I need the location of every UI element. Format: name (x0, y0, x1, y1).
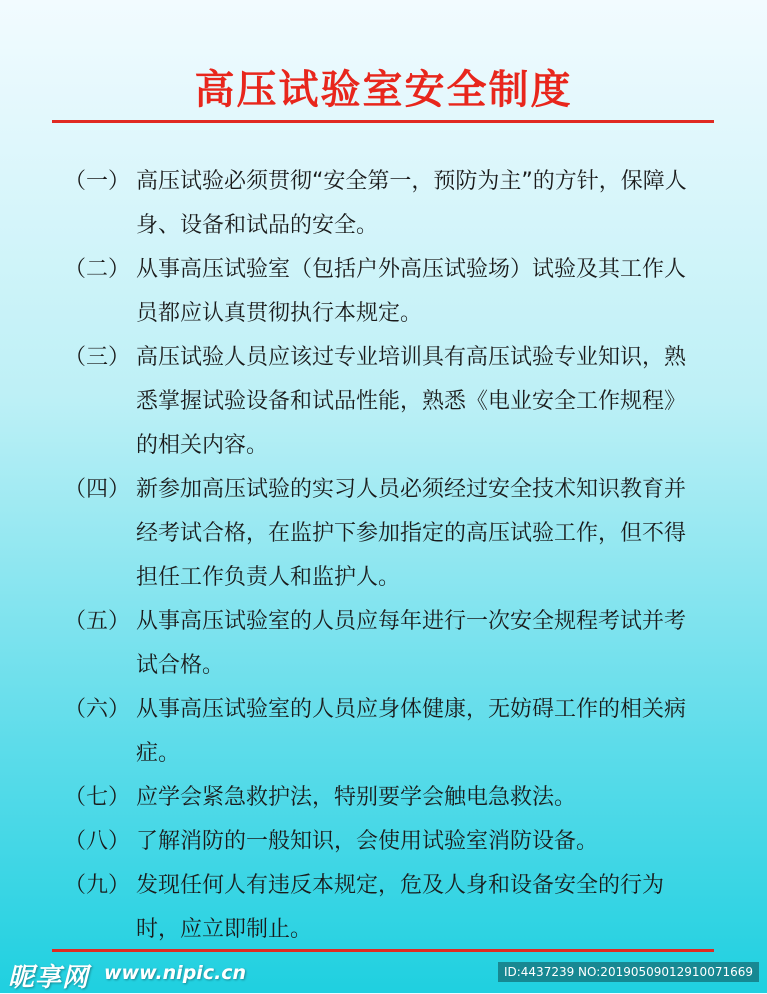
page-title: 高压试验室安全制度 (194, 67, 573, 113)
rule-item (64, 864, 704, 952)
rule-text: 从事高压试验室的人员应每年进行一次安全规程考试并考试合格。 (136, 609, 687, 678)
rule-number: （八） (64, 829, 131, 854)
rule-item (64, 820, 704, 864)
rule-text: 从事高压试验室的人员应身体健康，无妨碍工作的相关病症。 (136, 697, 687, 766)
rule-number: （二） (64, 257, 131, 282)
rule-item (64, 248, 704, 336)
rule-item (64, 776, 704, 820)
rule-text: 了解消防的一般知识，会使用试验室消防设备。 (136, 829, 599, 854)
bottom-divider (52, 949, 714, 952)
rule-text: 从事高压试验室（包括户外高压试验场）试验及其工作人员都应认真贯彻执行本规定。 (136, 257, 687, 326)
rule-text: 应学会紧急救护法，特别要学会触电急救法。 (136, 785, 577, 810)
rule-text: 高压试验人员应该过专业培训具有高压试验专业知识，熟悉掌握试验设备和试品性能，熟悉《电业安全工作规程》的相关内容。 (136, 345, 687, 458)
watermark-logo: 昵享网 (8, 963, 90, 993)
rule-number: （一） (64, 169, 131, 194)
watermark-id: ID:4437239 NO:20190509012910071669 (498, 962, 759, 982)
top-divider (52, 120, 714, 123)
rule-number: （七） (64, 785, 131, 810)
rule-item (64, 160, 704, 248)
rule-number: （三） (64, 345, 131, 370)
rule-number: （九） (64, 873, 131, 898)
rule-text: 高压试验必须贯彻“安全第一，预防为主”的方针，保障人身、设备和试品的安全。 (136, 169, 687, 238)
rule-text: 新参加高压试验的实习人员必须经过安全技术知识教育并经考试合格，在监护下参加指定的高压试验工作，但不得担任工作负责人和监护人。 (136, 477, 687, 590)
watermark-site: www.nipic.cn (104, 962, 247, 984)
rules-list (64, 160, 704, 952)
rule-item (64, 336, 704, 468)
rule-number: （四） (64, 477, 131, 502)
rule-item (64, 600, 704, 688)
rule-text: 发现任何人有违反本规定，危及人身和设备安全的行为时，应立即制止。 (136, 873, 665, 942)
rule-number: （六） (64, 697, 131, 722)
rule-number: （五） (64, 609, 131, 634)
rule-item (64, 688, 704, 776)
rule-item (64, 468, 704, 600)
